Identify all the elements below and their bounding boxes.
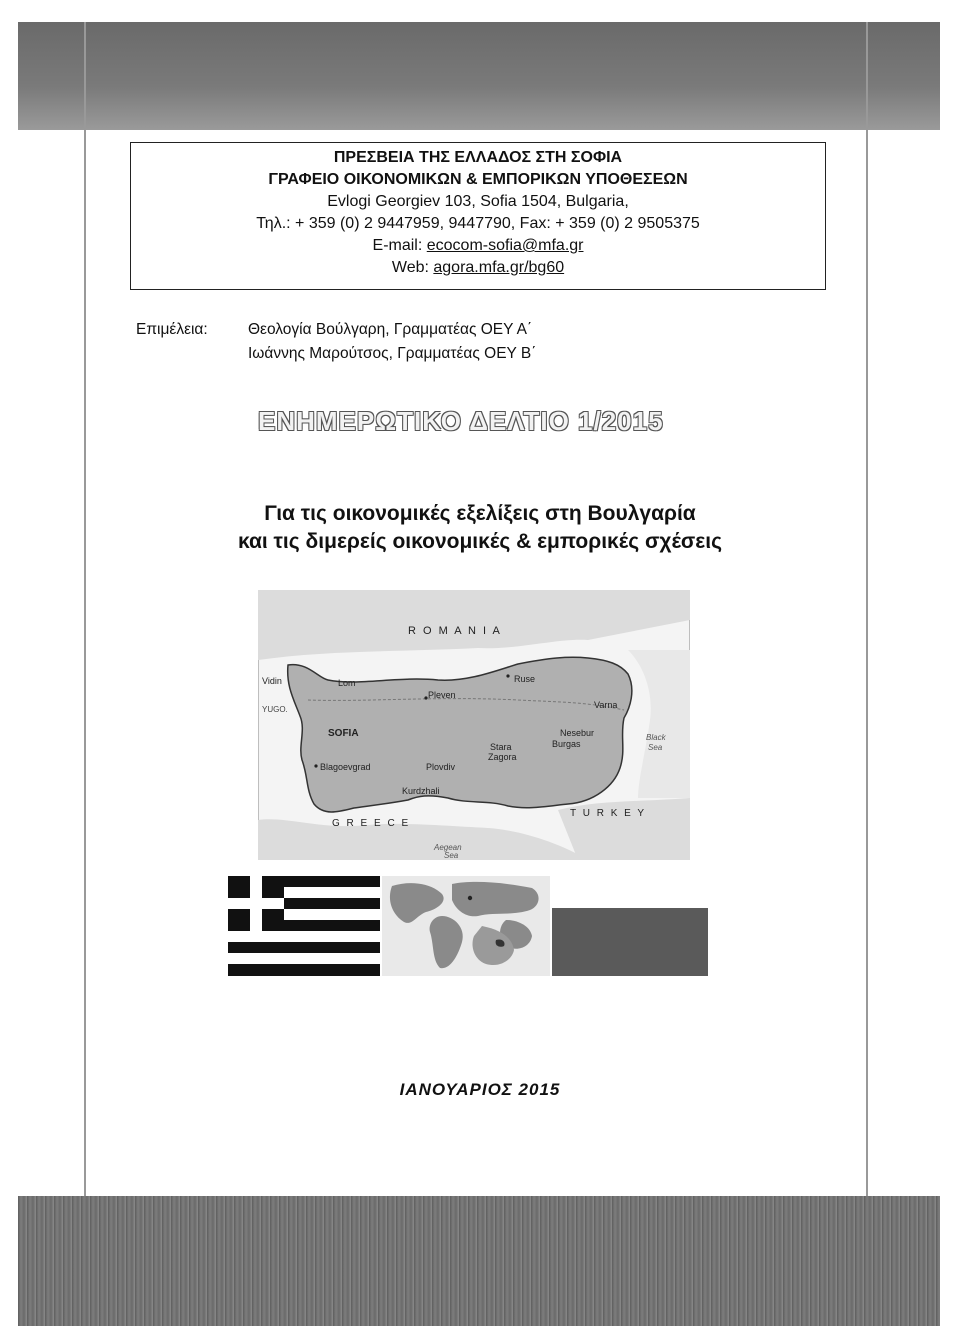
city-dot-ruse [506,674,509,677]
email-link[interactable]: ecocom-sofia@mfa.gr [426,237,584,254]
marker-dot [468,896,472,900]
web-line [131,257,825,279]
address-line: Evlogi Georgiev 103, Sofia 1504, Bulgaria, [327,193,629,210]
greek-flag-stripe [228,964,380,976]
label-black: Black [646,733,666,742]
page-edge-right [866,22,868,1326]
label-turkey: T U R K E Y [570,808,647,819]
label-romania: R O M A N I A [408,625,502,637]
city-dot-blagoevgrad [314,764,317,767]
web-label: Web: [391,259,434,276]
subtitle-line-1: Για τις οικονομικές εξελίξεις στη Βουλγαρία [264,502,696,525]
phone-line: Τηλ.: + 359 (0) 2 9447959, 9447790, Fax: + 359 (0) 2 9505375 [256,215,700,232]
editors-names [248,318,748,366]
scan-gray-top-band [18,22,940,130]
city-ruse: Ruse [514,674,536,684]
greek-flag-stripe [228,942,380,953]
city-nesebur: Nesebur [560,728,595,738]
city-kurdzhali: Kurdzhali [402,786,440,796]
city-blagoevgrad: Blagoevgrad [320,762,371,772]
editor-name: Ιωάννης Μαρούτσος, Γραμματέας ΟΕΥ Β΄ [248,345,537,362]
greek-flag [228,876,380,976]
bulgaria-map [258,590,690,860]
bulgarian-flag-field [552,908,708,976]
city-burgas: Burgas [552,739,581,749]
label-aegean: Aegean [434,843,462,852]
scan-gray-bottom-band [18,1196,940,1326]
landmass [452,882,539,916]
city-vidin: Vidin [262,676,282,686]
bulgarian-flag [552,908,708,976]
letterhead-box [130,142,826,290]
email-line [131,235,825,257]
bulletin-title: ΕΝΗΜΕΡΩΤΙΚΟ ΔΕΛΤΙΟ 1/2015 [258,406,664,436]
subtitle [130,500,830,556]
city-zagora: Zagora [488,752,517,762]
label-yugoslavia: YUGO. [262,705,288,714]
label-sea: Sea [648,743,663,752]
world-map-image [382,876,550,976]
web-link[interactable]: agora.mfa.gr/bg60 [433,259,565,276]
editor-name: Θεολογία Βούλγαρη, Γραμματέας ΟΕΥ Α΄ [248,321,533,338]
label-aegean-sea: Sea [444,851,459,860]
page-edge-left [84,22,86,1326]
office-title: ΓΡΑΦΕΙΟ ΟΙΚΟΝΟΜΙΚΩΝ & ΕΜΠΟΡΙΚΩΝ ΥΠΟΘΕΣΕΩΝ [268,171,688,188]
embassy-title: ΠΡΕΣΒΕΙΑ ΤΗΣ ΕΛΛΑΔΟΣ ΣΤΗ ΣΟΦΙΑ [333,149,623,166]
issue-date: ΙΑΝΟΥΑΡΙΟΣ 2015 [399,1080,561,1099]
city-plovdiv: Plovdiv [426,762,456,772]
city-varna: Varna [594,700,618,710]
greek-flag-cross-horizontal [228,898,284,909]
editors-label: Επιμέλεια: [136,321,208,338]
email-label: E-mail: [372,237,427,254]
city-lom: Lom [338,678,356,688]
subtitle-line-2: και τις διμερείς οικονομικές & εμπορικές σχέσεις [237,530,723,553]
label-greece: G R E E C E [332,818,411,829]
city-sofia: SOFIA [328,728,359,739]
city-stara: Stara [490,742,512,752]
city-pleven: Pleven [428,690,456,700]
